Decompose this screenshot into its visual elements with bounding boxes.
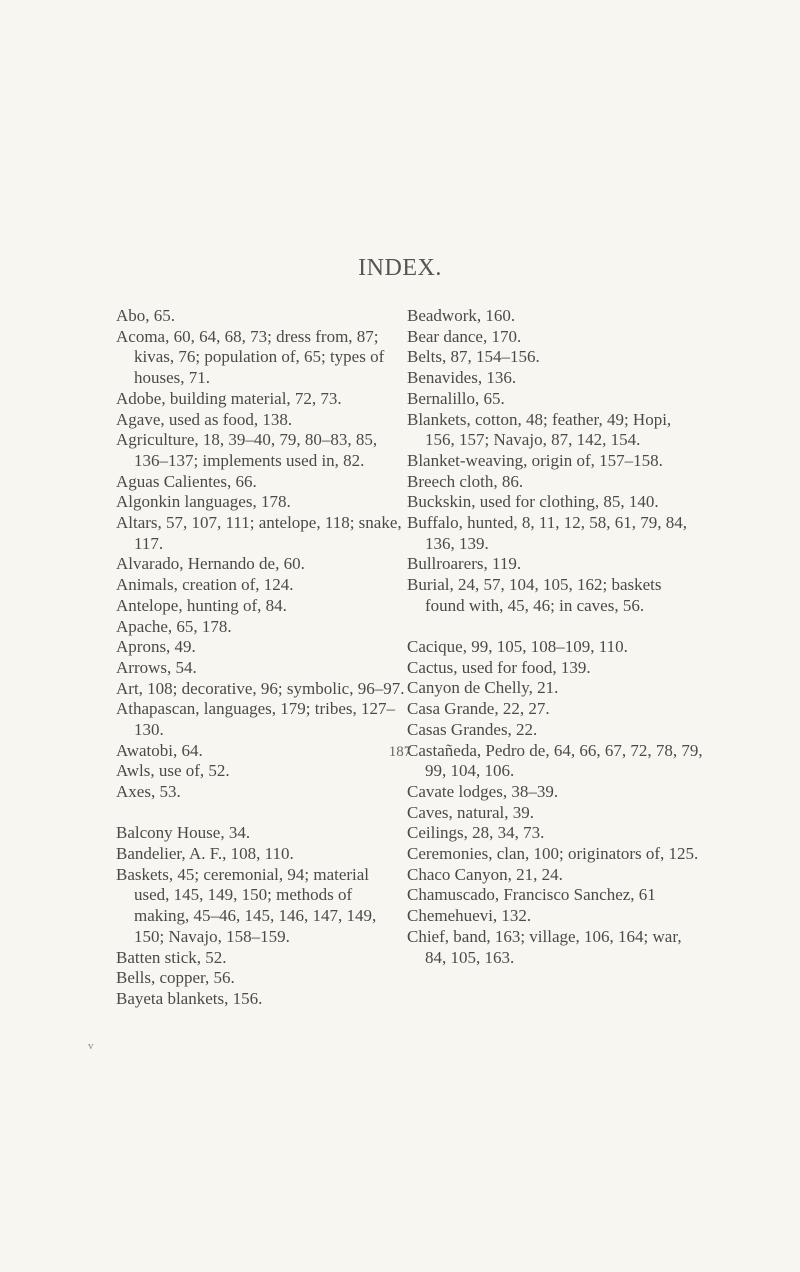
index-column-left [116, 306, 406, 1010]
index-entry: Benavides, 136. [407, 368, 517, 388]
index-entry: Belts, 87, 154–156. [407, 347, 540, 367]
index-entry: Arrows, 54. [116, 657, 197, 677]
index-entry: Antelope, hunting of, 84. [116, 595, 287, 615]
index-entry: Buckskin, used for clothing, 85, 140. [407, 492, 659, 512]
index-entry: Baskets, 45; ceremonial, 94; material used, 145, 149, 150; methods of making, 45–46, 145, 146, 147, 149, 150; Navajo, 158–159. [116, 864, 377, 946]
index-entry: Aprons, 49. [116, 637, 196, 657]
index-entry: Canyon de Chelly, 21. [407, 678, 559, 698]
index-entry: Adobe, building material, 72, 73. [116, 388, 342, 408]
index-entry: Awatobi, 64. [116, 740, 203, 760]
corner-mark: v [88, 1040, 94, 1052]
index-entry: Buffalo, hunted, 8, 11, 12, 58, 61, 79, 84, 136, 139. [407, 513, 688, 553]
index-entry: Bullroarers, 119. [407, 554, 522, 574]
index-entry: Animals, creation of, 124. [116, 575, 294, 595]
index-column-right [407, 306, 703, 968]
index-entry: Art, 108; decorative, 96; symbolic, 96–97. [116, 678, 405, 698]
index-entry: Athapascan, languages, 179; tribes, 127–130. [116, 699, 396, 740]
index-entry: Bernalillo, 65. [407, 388, 505, 408]
index-entry: Altars, 57, 107, 111; antelope, 118; snake, 117. [116, 513, 402, 553]
index-entry: Burial, 24, 57, 104, 105, 162; baskets found with, 45, 46; in caves, 56. [407, 575, 662, 615]
index-entry: Cacique, 99, 105, 108–109, 110. [407, 637, 628, 657]
index-entry: Axes, 53. [116, 782, 181, 802]
index-entry: Aguas Calientes, 66. [116, 471, 257, 491]
index-entry: Bayeta blankets, 156. [116, 989, 263, 1008]
index-entry: Balcony House, 34. [116, 823, 251, 843]
page-title: INDEX. [358, 255, 442, 281]
index-entry: Caves, natural, 39. [407, 802, 534, 822]
index-entry: Algonkin languages, 178. [116, 492, 291, 512]
index-entry: Castañeda, Pedro de, 64, 66, 67, 72, 78, 79, 99, 104, 106. [407, 740, 703, 781]
index-entry: Chemehuevi, 132. [407, 906, 532, 926]
index-entry: Beadwork, 160. [407, 306, 516, 325]
index-entry: Abo, 65. [116, 306, 176, 325]
index-entry: Casas Grandes, 22. [407, 719, 538, 739]
index-entry: Bandelier, A. F., 108, 110. [116, 844, 294, 864]
index-entry: Bells, copper, 56. [116, 968, 235, 988]
index-entry: Chaco Canyon, 21, 24. [407, 864, 563, 884]
index-entry: Cactus, used for food, 139. [407, 657, 591, 677]
index-entry: Bear dance, 170. [407, 326, 522, 346]
index-entry: Alvarado, Hernando de, 60. [116, 554, 305, 574]
index-entry: Chamuscado, Francisco Sanchez, 61 [407, 885, 656, 905]
index-entry: Blanket-weaving, origin of, 157–158. [407, 450, 663, 470]
index-entry: Breech cloth, 86. [407, 471, 524, 491]
index-entry: Ceilings, 28, 34, 73. [407, 823, 545, 843]
index-entry: Chief, band, 163; village, 106, 164; war, 84, 105, 163. [407, 926, 682, 967]
index-entry: Batten stick, 52. [116, 947, 227, 967]
page-number: 187 [388, 744, 412, 760]
index-entry: Ceremonies, clan, 100; originators of, 125. [407, 844, 699, 864]
index-entry: Agave, used as food, 138. [116, 409, 293, 429]
index-entry: Agriculture, 18, 39–40, 79, 80–83, 85, 136–137; implements used in, 82. [116, 430, 378, 470]
index-entry: Casa Grande, 22, 27. [407, 699, 550, 719]
index-entry: Awls, use of, 52. [116, 761, 230, 781]
index-entry: Apache, 65, 178. [116, 616, 232, 636]
index-entry: Blankets, cotton, 48; feather, 49; Hopi, 156, 157; Navajo, 87, 142, 154. [407, 409, 672, 450]
index-entry: Acoma, 60, 64, 68, 73; dress from, 87; kivas, 76; population of, 65; types of houses, 71. [116, 326, 385, 388]
index-entry: Cavate lodges, 38–39. [407, 781, 559, 801]
